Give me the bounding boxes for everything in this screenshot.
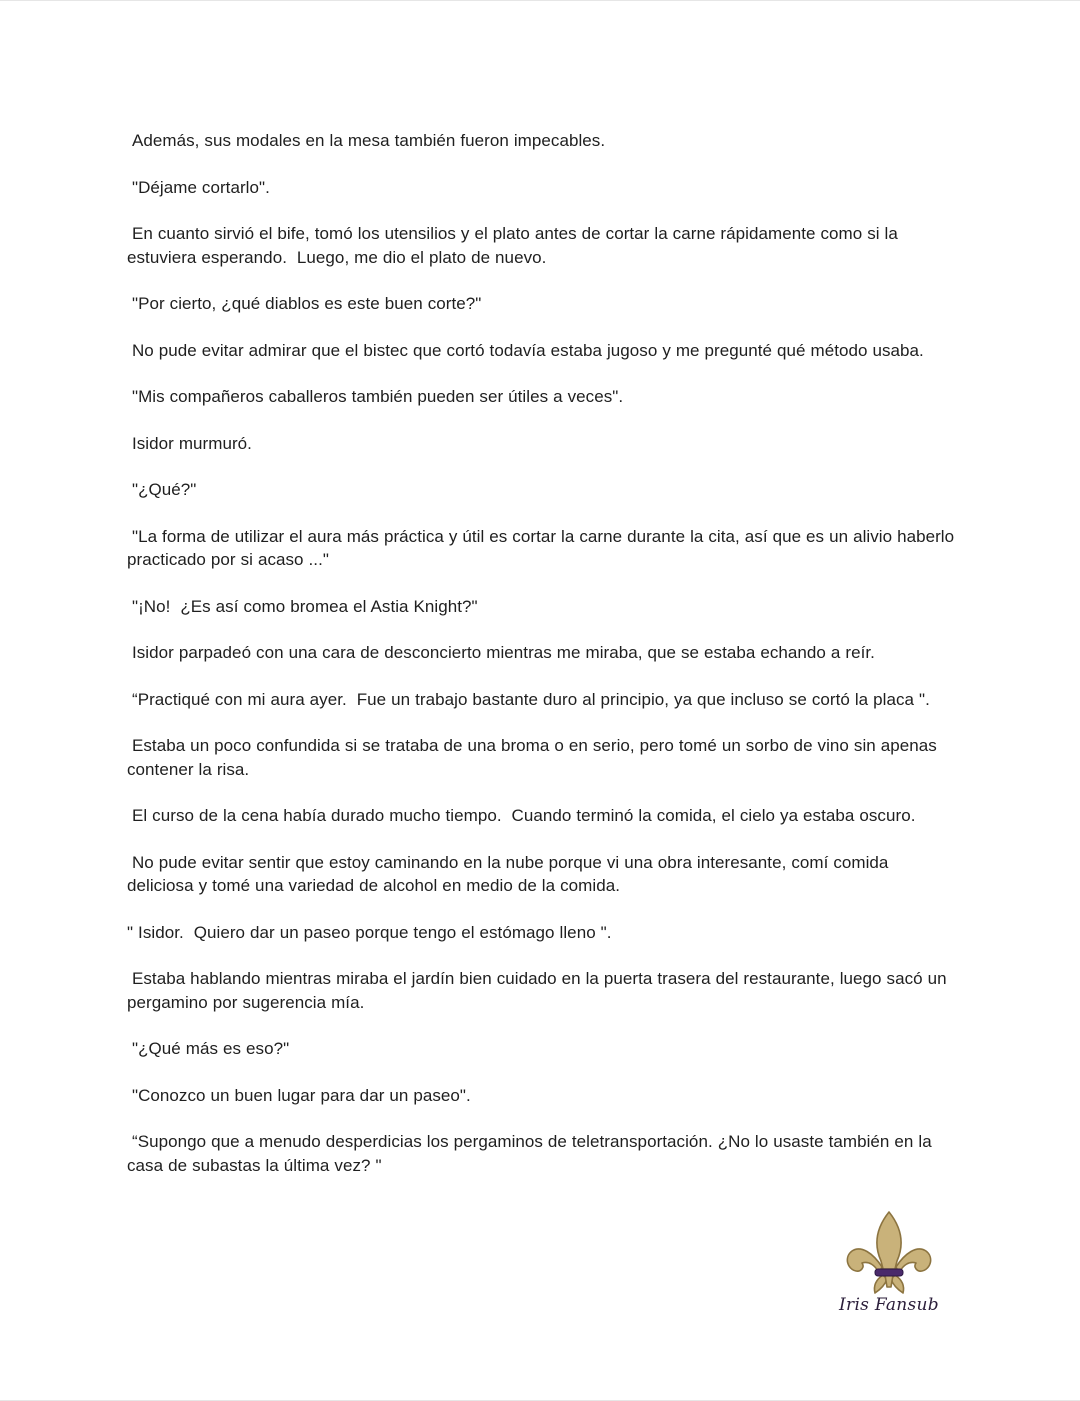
paragraph: “Supongo que a menudo desperdicias los pergaminos de teletransportación. ¿No lo usaste también en la casa de subastas la última vez? " bbox=[127, 1132, 937, 1175]
paragraph: En cuanto sirvió el bife, tomó los utensilios y el plato antes de cortar la carne rápidamente como si la estuviera esperando. Luego, me dio el plato de nuevo. bbox=[127, 224, 903, 267]
paragraph: "¿Qué?" bbox=[127, 480, 197, 499]
paragraph: "¡No! ¿Es así como bromea el Astia Knight?" bbox=[127, 596, 478, 616]
paragraph: Estaba un poco confundida si se trataba de una broma o en serio, pero tomé un sorbo de vino sin apenas contener la risa. bbox=[127, 736, 942, 779]
paragraph: No pude evitar admirar que el bistec que cortó todavía estaba jugoso y me pregunté qué método usaba. bbox=[127, 340, 924, 360]
paragraph: Estaba hablando mientras miraba el jardín bien cuidado en la puerta trasera del restaurante, luego sacó un pergamino por sugerencia mía. bbox=[127, 969, 952, 1012]
paragraph: “Practiqué con mi aura ayer. Fue un trabajo bastante duro al principio, ya que incluso se cortó la placa ". bbox=[127, 689, 930, 709]
paragraph: Isidor murmuró. bbox=[127, 433, 252, 453]
paragraph: "Déjame cortarlo". bbox=[127, 177, 270, 197]
paragraph: " Isidor. Quiero dar un paseo porque tengo el estómago lleno ". bbox=[127, 922, 612, 942]
watermark-logo bbox=[836, 1209, 946, 1319]
document-body bbox=[127, 129, 960, 1200]
watermark-text: Iris Fansub bbox=[839, 1295, 939, 1315]
paragraph: "Mis compañeros caballeros también pueden ser útiles a veces". bbox=[127, 387, 624, 406]
paragraph: Isidor parpadeó con una cara de desconcierto mientras me miraba, que se estaba echando a reír. bbox=[127, 643, 875, 662]
paragraph: "Por cierto, ¿qué diablos es este buen corte?" bbox=[127, 294, 482, 313]
paragraph: El curso de la cena había durado mucho tiempo. Cuando terminó la comida, el cielo ya estaba oscuro. bbox=[127, 806, 916, 825]
fleur-de-lis-icon bbox=[843, 1209, 935, 1297]
paragraph: "La forma de utilizar el aura más práctica y útil es cortar la carne durante la cita, así que es un alivio haberlo practicado por si acaso ..." bbox=[127, 526, 960, 569]
paragraph: No pude evitar sentir que estoy caminando en la nube porque vi una obra interesante, comí comida deliciosa y tomé una variedad de alcohol en medio de la comida. bbox=[127, 852, 894, 895]
paragraph: "¿Qué más es eso?" bbox=[127, 1039, 290, 1058]
paragraph: "Conozco un buen lugar para dar un paseo". bbox=[127, 1085, 471, 1105]
paragraph: Además, sus modales en la mesa también fueron impecables. bbox=[127, 131, 606, 150]
